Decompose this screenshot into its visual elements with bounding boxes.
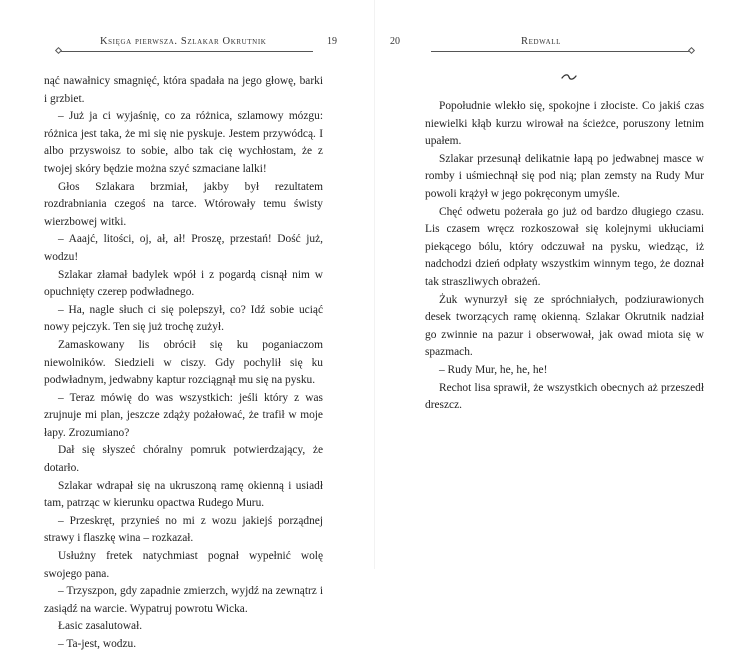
body-paragraph: Szlakar złamał badylek wpół i z pogardą cisnął nim w opuchnięty czerep podwładnego. — [44, 268, 323, 299]
body-paragraph: Łasic zasalutował. — [58, 620, 143, 633]
left-running-head: Księga pierwsza. Szlakar Okrutnik — [100, 36, 267, 47]
body-paragraph: Głos Szlakara brzmiał, jakby był rezultatem rozdrabniania czegoś na tarce. Wtórowały temu świsty wierzbowej witki. — [44, 180, 323, 228]
body-paragraph: – Teraz mówię do was wszystkich: jeśli który z was zrujnuje mi plan, jeszcze zdąży pożałować, że trafił w moje łapy. Zrozumiano? — [44, 391, 323, 439]
body-paragraph: – Przeskręt, przynieś no mi z wozu jakiejś porządnej strawy i flaszkę wina – rozkazał. — [44, 514, 323, 545]
right-page — [375, 0, 750, 569]
body-paragraph: Żuk wynurzył się ze spróchniałych, podziurawionych desek tworzących ramę okienną. Szlakar Okrutnik nadział go zwinnie na pazur i obserwował, jak owad miota się w spazmach. — [425, 293, 704, 359]
body-paragraph: Szlakar przesunął delikatnie łapą po jedwabnej masce w romby i uśmiechnął się pod nią; plan zemsty na Rudy Mur powoli krążył w jego pokręconym umyśle. — [425, 152, 704, 200]
body-paragraph: – Rudy Mur, he, he, he! — [439, 363, 548, 376]
left-page — [0, 0, 375, 650]
body-paragraph: Rechot lisa sprawił, że wszystkich obecnych aż przeszedł dreszcz. — [425, 381, 704, 412]
body-paragraph: Dał się słyszeć chóralny pomruk potwierdzający, że dotarło. — [44, 444, 323, 475]
left-header-rule — [60, 51, 313, 52]
body-paragraph: – Trzyszpon, gdy zapadnie zmierzch, wyjdź na zewnątrz i zasiądź na warcie. Wypatruj powrotu Wicka. — [44, 585, 323, 615]
body-paragraph: Usłużny fretek natychmiast pognał wypełnić wolę swojego pana. — [44, 550, 323, 580]
body-paragraph: Szlakar wdrapał się na ukruszoną ramę okienną i usiadł tam, patrząc w kierunku opactwa Rudego Muru. — [44, 479, 323, 510]
body-paragraph: – Już ja ci wyjaśnię, co za różnica, szlamowy mózgu: różnica jest taka, że mi się nie pyskuje. Jestem przywódcą. I albo przyswoisz to sobie, albo tak cię wychłostam, że z twojej skóry będzie można szyć szmaciane lalki! — [44, 110, 323, 175]
body-paragraph: – Ha, nagle słuch ci się polepszył, co? Idź sobie uciąć nowy pejczyk. Ten się już trochę zużył. — [44, 303, 323, 334]
right-header-rule — [431, 51, 693, 52]
left-page-body — [44, 73, 323, 654]
body-paragraph: Zamaskowany lis obrócił się ku poganiaczom niewolników. Siedzieli w ciszy. Gdy pochylił się ku podwładnym, jedwabny kaptur rozciągnął mu się na pysku. — [44, 338, 323, 387]
body-paragraph: Popołudnie wlekło się, spokojne i złociste. Co jakiś czas niewielki kłąb kurzu wirował na ścieżce, poruszony letnim upałem. — [425, 100, 704, 148]
right-running-head: Redwall — [521, 36, 561, 47]
body-paragraph: Chęć odwetu pożerała go już od bardzo długiego czasu. Lis czasem wręcz rozkoszował się kolejnymi ukłuciami piekącego bólu, który odczuwał na pysku, wiedząc, iż nadchodzi dzień odpłaty wszystkim winnym tego, że doznał tak straszliwych obrażeń. — [425, 205, 704, 288]
body-paragraph: nąć nawałnicy smagnięć, która spadała na jego głowę, barki i grzbiet. — [44, 75, 323, 105]
left-page-number: 19 — [327, 36, 337, 47]
body-paragraph: – Ta-jest, wodzu. — [58, 638, 137, 650]
body-paragraph: – Aaajć, litości, oj, ał, ał! Proszę, przestań! Dość już, wodzu! — [44, 233, 323, 263]
right-page-header — [375, 36, 750, 50]
right-page-body — [425, 98, 704, 415]
right-page-number: 20 — [390, 36, 400, 47]
swash-ornament-icon — [561, 72, 577, 82]
